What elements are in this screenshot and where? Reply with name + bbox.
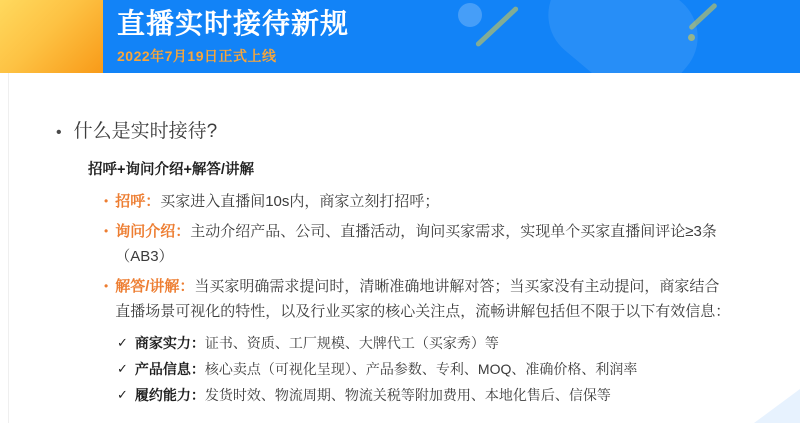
check-keyword: 履约能力： bbox=[134, 387, 205, 403]
slide-title: 直播实时接待新规 bbox=[117, 8, 350, 39]
corner-triangle-decoration bbox=[754, 389, 800, 423]
check-text bbox=[135, 362, 637, 376]
check-icon: ✓ bbox=[117, 335, 128, 350]
dot-decoration-icon bbox=[688, 34, 695, 41]
check-icon: ✓ bbox=[117, 361, 128, 376]
point-keyword: 解答/讲解： bbox=[115, 278, 195, 295]
list-item bbox=[117, 388, 800, 402]
point-detail: 买家进入直播间10s内，商家立刻打招呼； bbox=[160, 193, 440, 210]
check-detail: 发货时效、物流周期、物流关税等附加费用、本地化售后、信保等 bbox=[204, 387, 611, 403]
point-text bbox=[115, 274, 794, 324]
slide-body bbox=[0, 73, 800, 414]
bullet-icon: • bbox=[104, 279, 109, 293]
orange-accent-block bbox=[0, 0, 103, 73]
bullet-icon: • bbox=[104, 194, 109, 208]
banner-text-group bbox=[117, 7, 349, 66]
points-list bbox=[0, 189, 800, 324]
bullet-icon: • bbox=[104, 224, 109, 238]
point-keyword: 招呼： bbox=[115, 193, 161, 210]
point-text bbox=[115, 189, 794, 214]
formula-summary: 招呼+询问介绍+解答/讲解 bbox=[88, 162, 254, 178]
list-item bbox=[104, 274, 794, 324]
check-text bbox=[135, 388, 611, 402]
point-text bbox=[115, 219, 794, 269]
list-item bbox=[104, 219, 794, 269]
check-detail: 核心卖点（可视化呈现）、产品参数、专利、MOQ、准确价格、利润率 bbox=[204, 361, 638, 377]
bullet-icon: • bbox=[56, 124, 62, 141]
check-keyword: 产品信息： bbox=[134, 361, 205, 377]
check-text bbox=[135, 336, 499, 350]
section-heading-row bbox=[56, 116, 800, 143]
check-icon: ✓ bbox=[117, 387, 128, 402]
check-keyword: 商家实力： bbox=[134, 335, 205, 351]
point-detail: 当买家明确需求提问时，清晰准确地讲解对答；当买家没有主动提问，商家结合 bbox=[194, 278, 720, 295]
header-banner bbox=[0, 0, 800, 73]
checklist bbox=[0, 336, 800, 402]
point-keyword: 询问介绍： bbox=[115, 223, 191, 240]
slide-subtitle: 2022年7月19日正式上线 bbox=[117, 48, 277, 64]
point-detail: 主动介绍产品、公司、直播活动，询问买家需求，实现单个买家直播间评论≥3条 bbox=[190, 223, 717, 240]
list-item bbox=[117, 336, 800, 350]
list-item bbox=[104, 189, 794, 214]
circle-decoration-icon bbox=[458, 3, 482, 27]
section-heading: 什么是实时接待? bbox=[73, 121, 218, 142]
list-item bbox=[117, 362, 800, 376]
check-detail: 证书、资质、工厂规模、大牌代工（买家秀）等 bbox=[204, 335, 499, 351]
point-detail-cont: （AB3） bbox=[115, 248, 174, 265]
point-detail-cont: 直播场景可视化的特性，以及行业买家的核心关注点，流畅讲解包括但不限于以下有效信息： bbox=[115, 303, 731, 320]
